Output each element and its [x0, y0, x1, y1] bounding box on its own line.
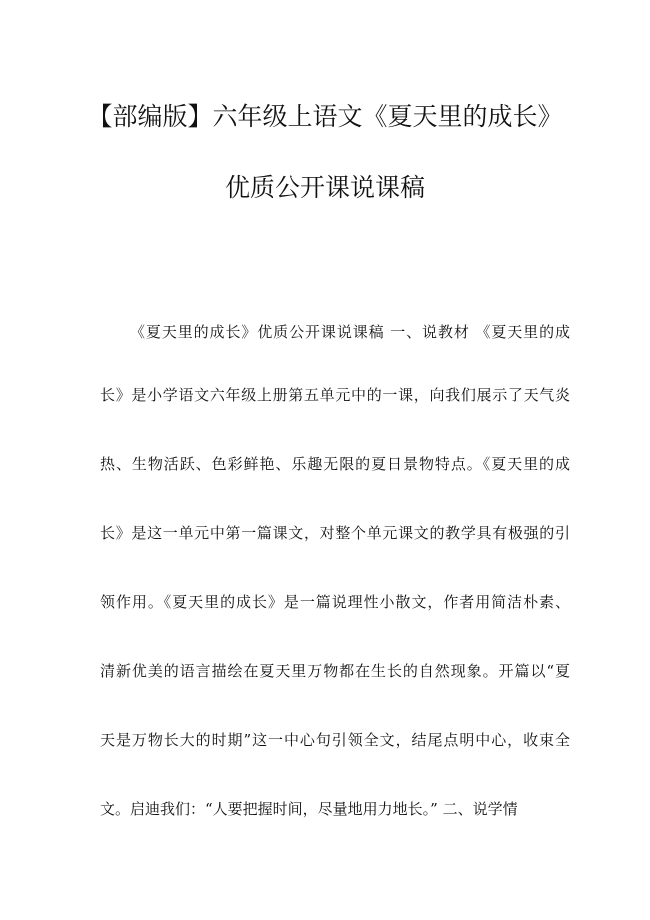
paragraph-line: 长》是小学语文六年级上册第五单元中的一课，向我们展示了天气炎: [100, 386, 570, 404]
paragraph-line: 文。启迪我们：“人要把握时间，尽量地用力地长。” 二、说学情: [100, 800, 518, 818]
paragraph-line: 热、生物活跃、色彩鲜艳、乐趣无限的夏日景物特点。《夏天里的成: [100, 455, 570, 473]
paragraph-line: 《夏天里的成长》优质公开课说课稿 一、说教材 《夏天里的成: [130, 323, 570, 341]
paragraph-line: 领作用。《夏天里的成长》是一篇说理性小散文，作者用简洁朴素、: [100, 593, 570, 611]
paragraph-line: 清新优美的语言描绘在夏天里万物都在生长的自然现象。开篇以“夏: [100, 662, 570, 680]
document-title-line-1: 【部编版】六年级上语文《夏天里的成长》: [87, 102, 563, 131]
paragraph-line: 长》是这一单元中第一篇课文，对整个单元课文的教学具有极强的引: [100, 524, 570, 542]
document-title-line-2: 优质公开课说课稿: [224, 173, 425, 202]
paragraph-line: 天是万物长大的时期”这一中心句引领全文，结尾点明中心，收束全: [100, 731, 570, 749]
